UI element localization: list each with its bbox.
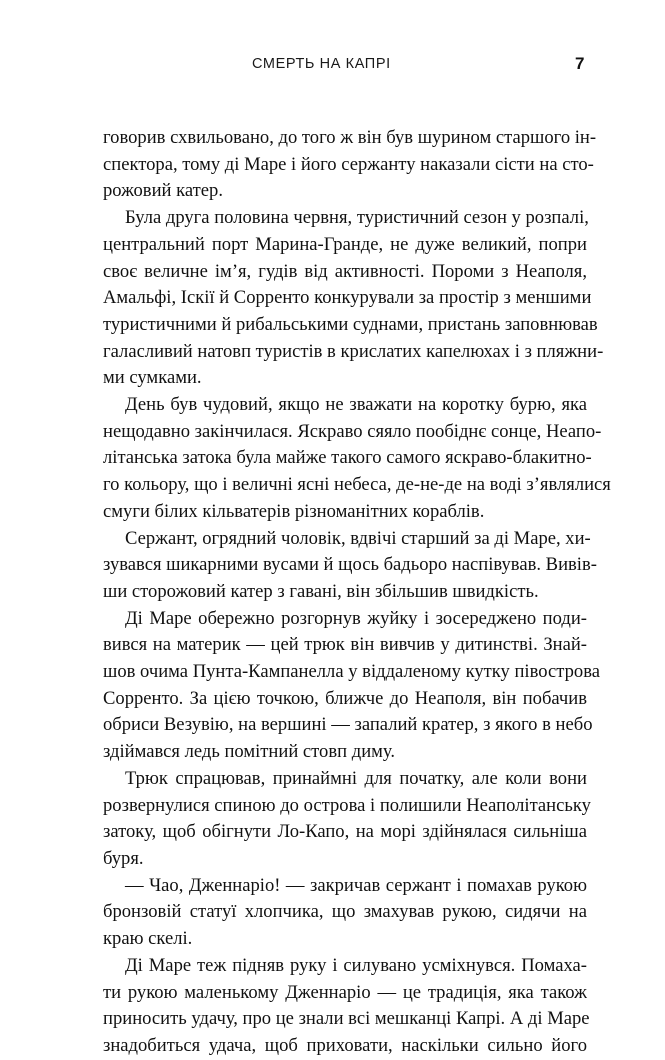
text-line: туристичними й рибальськими суднами, пристань заповнював	[103, 313, 598, 335]
text-line: затоку, щоб обігнути Ло-Капо, на морі здійнялася сильніша	[103, 821, 587, 843]
text-line: Сорренто. За цією точкою, ближче до Неаполя, він побачив	[103, 687, 587, 709]
text-line: спектора, тому ді Маре і його сержанту наказали сісти на сто-	[103, 153, 594, 175]
paragraph	[103, 125, 597, 205]
paragraph	[103, 392, 611, 526]
text-line: здіймався ледь помітний стовп диму.	[103, 741, 395, 763]
text-line: Ді Маре обережно розгорнув жуйку і зосереджено поди-	[125, 607, 587, 629]
text-line: — Чао, Дженнаріо! — закричав сержант і помахав рукою	[125, 874, 587, 896]
text-line: галасливий натовп туристів в крислатих капелюхах і з пляжни-	[103, 340, 604, 362]
text-line: буря.	[103, 847, 144, 869]
body-text	[103, 125, 611, 1060]
text-line: приносить удачу, про це знали всі мешканці Капрі. А ді Маре	[103, 1008, 590, 1030]
paragraph	[103, 526, 597, 606]
text-line: говорив схвильовано, до того ж він був шурином старшого ін-	[103, 127, 597, 148]
text-line: Амальфі, Іскії й Сорренто конкурували за простір з меншими	[103, 287, 592, 309]
text-line: обриси Везувію, на вершині — запалий кратер, з якого в небо	[103, 714, 593, 736]
text-line: зувався шикарними вусами й щось бадьоро наспівував. Вивів-	[103, 554, 597, 576]
paragraph	[103, 766, 591, 873]
text-line: Була друга половина червня, туристичний сезон у розпалі,	[125, 207, 589, 229]
text-line: Ді Маре теж підняв руку і силувано усміхнувся. Помаха-	[125, 954, 587, 976]
paragraph	[103, 606, 601, 766]
text-line: краю скелі.	[103, 928, 193, 950]
paragraph	[103, 873, 587, 953]
text-line: ти рукою маленькому Дженнаріо — це традиція, яка також	[103, 981, 587, 1003]
text-line: Трюк спрацював, принаймні для початку, але коли вони	[125, 767, 587, 789]
text-line: рожовий катер.	[103, 180, 223, 202]
text-line: знадобиться удача, щоб приховати, наскільки сильно його	[103, 1034, 587, 1056]
text-line: центральний порт Марина-Гранде, не дуже великий, попри	[103, 233, 587, 255]
text-line: нещодавно закінчилася. Яскраво сяяло пообіднє сонце, Неапо-	[103, 420, 602, 442]
text-line: ши сторожовий катер з гавані, він збільшив швидкість.	[103, 580, 539, 602]
text-line: Сержант, огрядний чоловік, вдвічі старший за ді Маре, хи-	[125, 527, 591, 549]
text-line: го кольору, що і величні ясні небеса, де-не-де на воді з’являлися	[103, 474, 611, 496]
paragraph	[103, 205, 604, 392]
running-title: СМЕРТЬ НА КАПРІ	[252, 56, 391, 72]
text-line: смуги білих кільватерів різноманітних кораблів.	[103, 500, 485, 522]
text-line: шов очима Пунта-Кампанелла у віддаленому кутку півострова	[103, 661, 601, 683]
text-line: бронзовій статуї хлопчика, що змахував рукою, сидячи на	[103, 901, 587, 923]
text-line: День був чудовий, якщо не зважати на коротку бурю, яка	[125, 394, 587, 416]
text-line: літанська затока була майже такого самого яскраво-блакитно-	[103, 447, 592, 469]
text-line: розвернулися спиною до острова і полишили Неаполітанську	[103, 794, 591, 816]
page-number: 7	[575, 54, 585, 73]
text-line: ми сумками.	[103, 367, 202, 389]
text-line: вився на материк — цей трюк він вивчив у дитинстві. Знай-	[103, 634, 587, 656]
page-header	[0, 54, 665, 78]
text-line: своє величне ім’я, гудів від активності. Пороми з Неаполя,	[103, 260, 587, 282]
paragraph	[103, 953, 590, 1060]
